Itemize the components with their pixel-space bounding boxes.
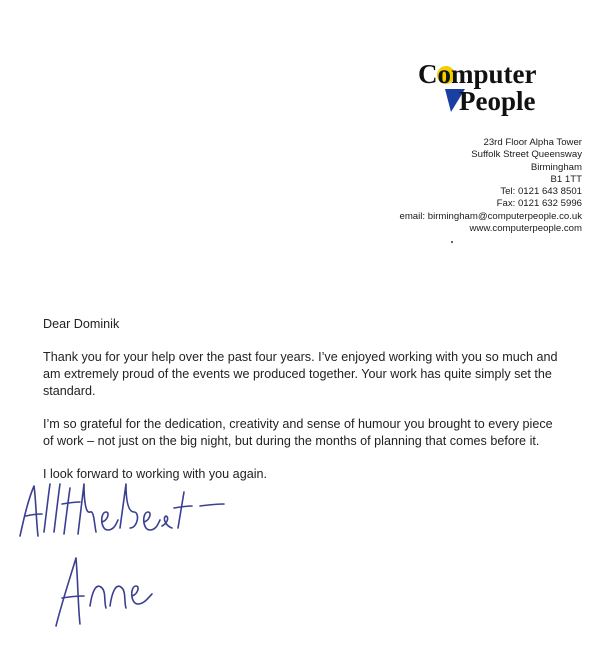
address-line: Suffolk Street Queensway: [471, 149, 582, 161]
paragraph: I’m so grateful for the dedication, creativity and sense of humour you brought to every piece of work – not just on the big night, but during the months of planning that comes before it.: [43, 417, 553, 448]
paragraph: I look forward to working with you again.: [43, 467, 268, 481]
salutation: Dear Dominik: [43, 317, 120, 331]
company-logo: [415, 56, 565, 124]
address-website: www.computerpeople.com: [469, 223, 582, 235]
stray-dot: [451, 241, 453, 243]
address-line: B1 1TT: [550, 173, 582, 185]
company-address: [399, 137, 582, 235]
handwritten-signature: [10, 478, 250, 638]
paragraph: Thank you for your help over the past four years. I’ve enjoyed working with you so much and am extremely proud of the events we produced together. Your work has quite simply set the standard.: [43, 350, 558, 398]
address-line: 23rd Floor Alpha Tower: [483, 137, 582, 148]
logo-text-people: People: [459, 86, 536, 116]
address-line: Birmingham: [530, 161, 582, 173]
address-email: email: birmingham@computerpeople.co.uk: [399, 210, 582, 222]
address-tel: Tel: 0121 643 8501: [500, 186, 582, 198]
logo-text-computer: Computer: [418, 59, 537, 89]
address-fax: Fax: 0121 632 5996: [496, 198, 582, 210]
letter-body: [43, 316, 563, 483]
